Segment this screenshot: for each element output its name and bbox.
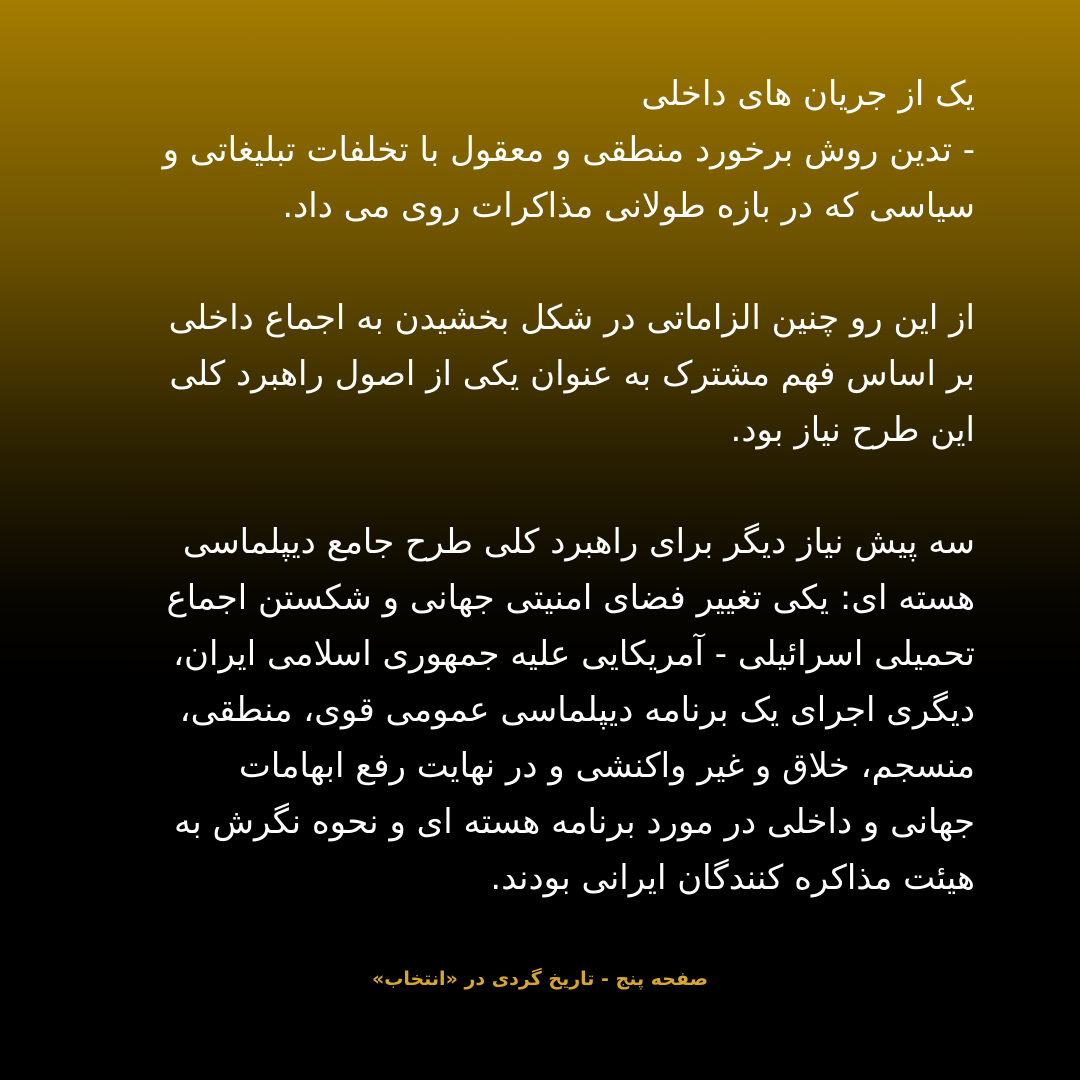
text-line: منسجم، خلاق و غیر واکنشی و در نهایت رفع ابهامات [238, 746, 975, 786]
text-line: جهانی و داخلی در مورد برنامه هسته ای و نحوه نگرش به [174, 802, 975, 842]
text-line: یک از جریان های داخلی [641, 74, 975, 114]
text-line: این طرح نیاز بود. [730, 410, 975, 450]
text-line: - تدین روش برخورد منطقی و معقول با تخلفات تبلیغاتی و [162, 130, 975, 170]
page-footer: صفحه پنج - تاریخ گردی در «انتخاب» [371, 968, 709, 990]
text-line: بر اساس فهم مشترک به عنوان یکی از اصول راهبرد کلی [169, 354, 975, 394]
text-line: هسته ای: یکی تغییر فضای امنیتی جهانی و شکستن اجماع [166, 578, 975, 618]
text-line: سیاسی که در بازه طولانی مذاکرات روی می داد. [282, 186, 975, 226]
text-line: تحمیلی اسرائیلی - آمریکایی علیه جمهوری اسلامی ایران، [173, 634, 975, 674]
text-line: سه پیش نیاز دیگر برای راهبرد کلی طرح جامع دیپلماسی [182, 522, 975, 562]
text-line: از این رو چنین الزاماتی در شکل بخشیدن به اجماع داخلی [168, 298, 975, 338]
paragraph-1 [60, 66, 975, 234]
article-body [60, 66, 975, 906]
text-line: دیگری اجرای یک برنامه دیپلماسی عمومی قوی، منطقی، [179, 690, 975, 730]
text-line: هیئت مذاکره کنندگان ایرانی بودند. [490, 858, 975, 898]
paragraph-2 [60, 290, 975, 458]
paragraph-3 [60, 514, 975, 906]
